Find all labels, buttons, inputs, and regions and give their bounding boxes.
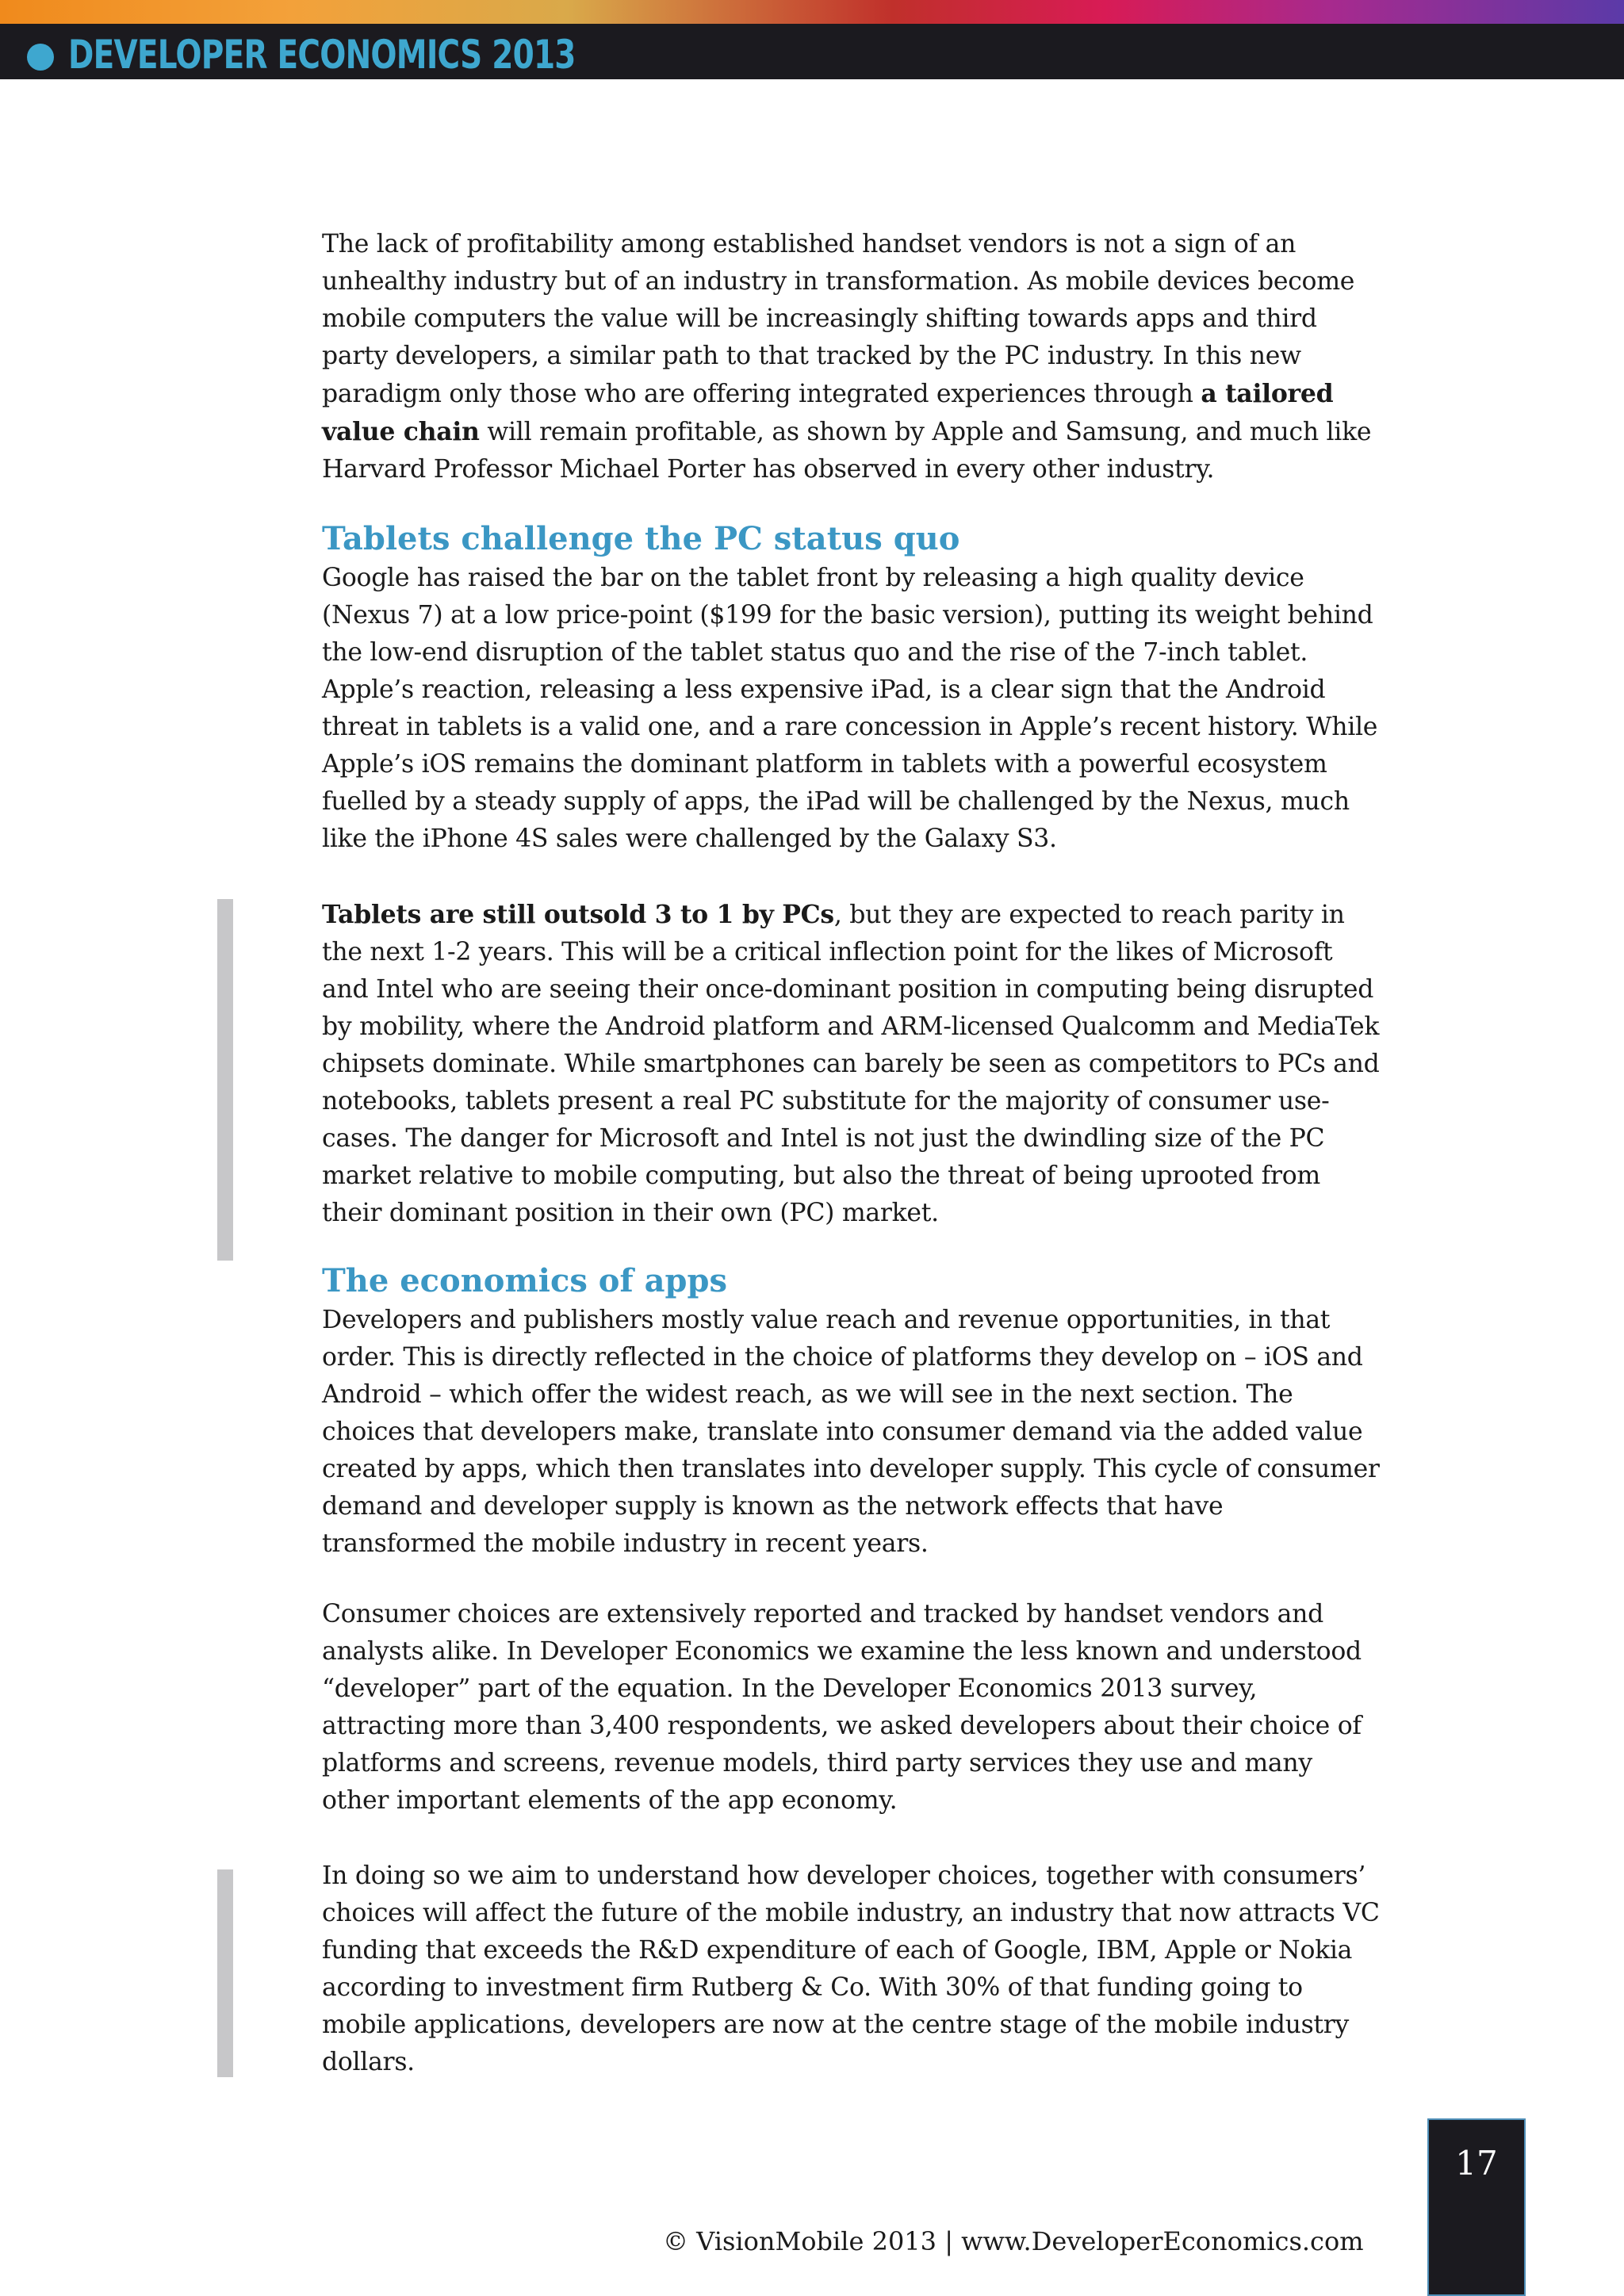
paragraph-text: The lack of profitability among established handset vendors is not a sign of an unhealthy industry but of an industry in transformation. As mobile devices become mobile computers the value will be increasingly shifting towards apps and third party developers, a similar path to that tracked by the PC industry. In this new paradigm only those who are offering integrated experiences through bbox=[322, 230, 1355, 408]
quote-bar-2 bbox=[217, 1869, 233, 2077]
main-content bbox=[322, 226, 1385, 2081]
paragraph-text: will remain profitable, as shown by Apple and Samsung, and much like Harvard Professor Michael Porter has observed in every other industry. bbox=[322, 418, 1372, 484]
bold-phrase: a tailored value chain bbox=[322, 379, 1334, 446]
page-number-box bbox=[1427, 2118, 1526, 2296]
paragraph-tablets: Google has raised the bar on the tablet front by releasing a high quality device (Nexus 7) at a low price-point ($199 for the basic version), putting its weight behind the low-end disruption of the tablet status quo and the rise of the 7-inch tablet. Apple’s reaction, releasing a less expensive iPad, is a clear sign that the Android threat in tablets is a valid one, and a rare concession in Apple’s recent history. While Apple’s iOS remains the dominant platform in tablets with a powerful ecosystem fuelled by a steady supply of apps, the iPad will be challenged by the Nexus, much like the iPhone 4S sales were challenged by the Galaxy S3. bbox=[322, 564, 1378, 853]
section-heading-tablets: Tablets challenge the PC status quo bbox=[322, 520, 960, 557]
page-number: 17 bbox=[1455, 2144, 1498, 2183]
bold-phrase: Tablets are still outsold 3 to 1 by PCs bbox=[322, 900, 834, 929]
section-heading-apps: The economics of apps bbox=[322, 1262, 727, 1299]
paragraph-consumer-choices: Consumer choices are extensively reported and tracked by handset vendors and analysts alike. In Developer Economics we examine the less known and understood “developer” part of the equation. In the Developer Economics 2013 survey, attracting more than 3,400 respondents, we asked developers about their choice of platforms and screens, revenue models, third party services they use and many other important elements of the app economy. bbox=[322, 1600, 1362, 1815]
header-bullet-icon bbox=[27, 44, 54, 71]
paragraph-profitability bbox=[322, 226, 1385, 488]
header-gradient-stripe bbox=[0, 0, 1624, 24]
quote-bar-1 bbox=[217, 899, 233, 1261]
header-title: DEVELOPER ECONOMICS 2013 bbox=[68, 32, 576, 78]
paragraph-text: , but they are expected to reach parity in the next 1-2 years. This will be a critical inflection point for the likes of Microsoft and Intel who are seeing their once-dominant position in computing being disrupted by mobility, where the Android platform and ARM-licensed Qualcomm and MediaTek chipsets dominate. While smartphones can barely be seen as competitors to PCs and notebooks, tablets present a real PC substitute for the majority of consumer use-cases. The danger for Microsoft and Intel is not just the dwindling size of the PC market relative to mobile computing, but also the threat of being uprooted from their dominant position in their own (PC) market. bbox=[322, 901, 1380, 1227]
paragraph-developer-choices: In doing so we aim to understand how developer choices, together with consumers’ choices will affect the future of the mobile industry, an industry that now attracts VC funding that exceeds the R&D expenditure of each of Google, IBM, Apple or Nokia according to investment firm Rutberg & Co. With 30% of that funding going to mobile applications, developers are now at the centre stage of the mobile industry dollars. bbox=[322, 1862, 1380, 2076]
paragraph-tablets-outsold bbox=[322, 896, 1385, 1232]
paragraph-reach-revenue: Developers and publishers mostly value reach and revenue opportunities, in that order. This is directly reflected in the choice of platforms they develop on – iOS and Android – which offer the widest reach, as we will see in the next section. The choices that developers make, translate into consumer demand via the added value created by apps, which then translates into developer supply. This cycle of consumer demand and developer supply is known as the network effects that have transformed the mobile industry in recent years. bbox=[322, 1306, 1380, 1558]
footer-copyright: © VisionMobile 2013 | www.DeveloperEconomics.com bbox=[663, 2226, 1364, 2256]
